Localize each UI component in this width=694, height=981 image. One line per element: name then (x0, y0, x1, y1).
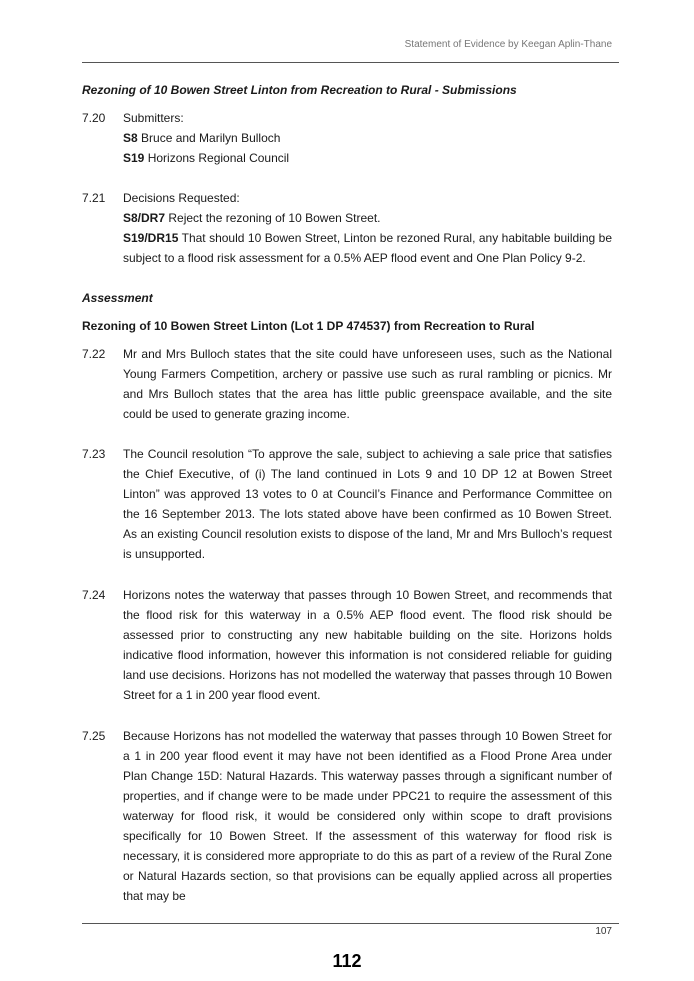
decision-dr15 (123, 228, 612, 268)
submitter-name: Bruce and Marilyn Bulloch (137, 131, 281, 145)
paragraph-number: 7.23 (82, 447, 106, 461)
paragraph-label: Submitters: (123, 111, 184, 125)
paragraph-7-25 (82, 726, 612, 906)
decision-code: S8/DR7 (123, 211, 166, 225)
paragraph-number: 7.22 (82, 347, 106, 361)
paragraph-text: Mr and Mrs Bulloch states that the site could have unforeseen uses, such as the National Young Farmers Competition, archery or passive use such as rural rambling or picnics. Mr and Mrs Bulloch states that the area has little public greenspace available, and the site could be used to generate grazing income. (123, 347, 612, 421)
running-header: Statement of Evidence by Keegan Aplin-Thane (404, 39, 612, 50)
page-number: 107 (595, 926, 612, 937)
paragraph-text: Horizons notes the waterway that passes through 10 Bowen Street, and recommends that the flood risk for this waterway in a 0.5% AEP flood event. The flood risk should be assessed prior to constructing any new habitable building on the site. Horizons holds indicative flood information, however this information is not considered reliable for guiding land use decisions. Horizons has not modelled the waterway that passes through 10 Bowen Street for a 1 in 200 year flood event. (123, 588, 612, 702)
section-title: Rezoning of 10 Bowen Street Linton from Recreation to Rural - Submissions (82, 83, 517, 97)
submitter-code: S8 (123, 131, 138, 145)
assessment-heading: Assessment (82, 291, 153, 305)
submitter-s8 (123, 128, 612, 148)
paragraph-7-23 (82, 444, 612, 564)
paragraph-number: 7.24 (82, 588, 106, 602)
paragraph-text: Because Horizons has not modelled the waterway that passes through 10 Bowen Street for a 1 in 200 year flood event it may have not been identified as a Flood Prone Area under Plan Change 15D: Natural Hazards. This waterway passes through a significant number of properties, and if change were to be made under PPC21 to require the assessment of this waterway for flood risk, it would be considered only within scope to draft provisions specifically for 10 Bowen Street. If the assessment of this waterway for flood risk is necessary, it is considered more appropriate to do this as part of a review of the Rural Zone or Natural Hazards section, so that provisions can be equally applied across all properties that may be (123, 729, 612, 903)
decision-text: That should 10 Bowen Street, Linton be rezoned Rural, any habitable building be subject to a flood risk assessment for a 0.5% AEP flood event and One Plan Policy 9-2. (123, 231, 612, 265)
submitter-s19 (123, 148, 612, 168)
paragraph-number: 7.20 (82, 111, 106, 125)
submitter-name: Horizons Regional Council (144, 151, 290, 165)
paragraph-text: The Council resolution “To approve the sale, subject to achieving a sale price that satisfies the Chief Executive, of (i) The land continued in Lots 9 and 10 DP 12 at Bowen Street Linton” was approved 13 votes to 0 at Council’s Finance and Performance Committee on the 16 September 2013. The lots stated above have been confirmed as 10 Bowen Street. As an existing Council resolution exists to dispose of the land, Mr and Mrs Bulloch’s request is unsupported. (123, 447, 612, 561)
decision-dr7 (123, 208, 612, 228)
paragraph-number: 7.21 (82, 191, 106, 205)
document-stamp-number: 112 (332, 951, 362, 971)
paragraph-7-22 (82, 344, 612, 424)
paragraph-7-24 (82, 585, 612, 705)
header-divider (82, 62, 619, 63)
decision-text: Reject the rezoning of 10 Bowen Street. (165, 211, 381, 225)
paragraph-7-21 (82, 188, 612, 268)
paragraph-7-20 (82, 108, 612, 168)
footer-divider (82, 923, 619, 924)
submitter-code: S19 (123, 151, 145, 165)
decision-code: S19/DR15 (123, 231, 179, 245)
paragraph-number: 7.25 (82, 729, 106, 743)
sub-heading: Rezoning of 10 Bowen Street Linton (Lot 1 DP 474537) from Recreation to Rural (82, 319, 535, 333)
paragraph-label: Decisions Requested: (123, 191, 240, 205)
